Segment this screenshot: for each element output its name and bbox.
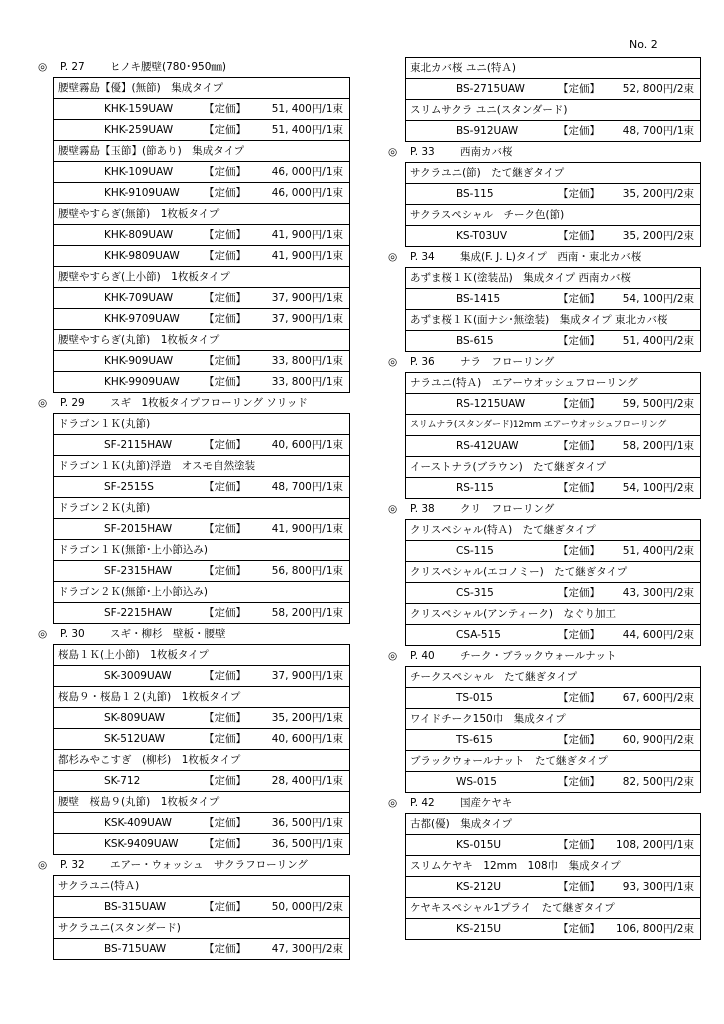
product-category: クリスペシャル(アンティーク) なぐり加工	[406, 603, 700, 624]
product-code: KS-212U	[456, 881, 502, 893]
product-code: KHK-9809UAW	[104, 250, 180, 262]
price-tag: 【定価】	[204, 901, 246, 913]
product-code: KHK-259UAW	[104, 124, 174, 136]
product-code: KS-T03UV	[456, 230, 508, 242]
section-mark: ◎	[388, 251, 398, 263]
product-category: 桜島１Ｋ(上小節) 1枚板タイプ	[58, 649, 209, 661]
product-price: 60, 900円/2束	[622, 734, 694, 746]
product-price: 93, 300円/1束	[622, 881, 694, 893]
product-table	[53, 77, 350, 393]
product-row	[54, 707, 349, 728]
section-title: 集成(F. J. L)タイプ 西南・東北カバ桜	[460, 251, 642, 263]
product-price: 33, 800円/1束	[271, 376, 343, 388]
product-table	[53, 875, 350, 960]
product-price: 44, 600円/2束	[622, 629, 694, 641]
product-code: BS-615	[456, 335, 494, 347]
product-category: 都杉みやこすぎ (柳杉) 1枚板タイプ	[54, 749, 349, 770]
product-row	[406, 687, 700, 708]
product-row	[406, 393, 700, 414]
product-price: 28, 400円/1束	[271, 775, 343, 787]
section-page: P. 42	[410, 797, 435, 809]
product-price: 41, 900円/1束	[271, 229, 343, 241]
product-price: 36, 500円/1束	[271, 838, 343, 850]
product-code: BS-715UAW	[104, 943, 167, 955]
section-page: P. 33	[410, 146, 435, 158]
product-category: 桜島９・桜島１２(丸節) 1枚板タイプ	[54, 686, 349, 707]
product-price: 48, 700円/1束	[271, 481, 343, 493]
product-category: ブラックウォールナット たて継ぎタイプ	[406, 750, 700, 771]
product-row	[406, 330, 700, 351]
product-row	[54, 938, 349, 959]
product-price: 82, 500円/2束	[622, 776, 694, 788]
product-code: BS-1415	[456, 293, 501, 305]
price-tag: 【定価】	[204, 229, 246, 241]
right-column	[388, 57, 701, 940]
product-code: SF-2215HAW	[104, 607, 173, 619]
section-page: P. 29	[60, 397, 85, 409]
price-tag: 【定価】	[204, 670, 246, 682]
section-heading	[38, 393, 350, 413]
product-price: 51, 400円/1束	[271, 124, 343, 136]
section-title: クリ フローリング	[460, 503, 555, 515]
page-number: No. 2	[629, 38, 658, 51]
product-row	[406, 834, 700, 855]
product-price: 41, 900円/1束	[271, 250, 343, 262]
price-tag: 【定価】	[204, 166, 246, 178]
product-code: KS-215U	[456, 923, 502, 935]
product-code: KSK-409UAW	[104, 817, 172, 829]
section-page: P. 38	[410, 503, 435, 515]
left-column	[38, 57, 350, 960]
product-price: 108, 200円/1束	[616, 839, 694, 851]
price-tag: 【定価】	[558, 230, 600, 242]
price-tag: 【定価】	[204, 103, 246, 115]
price-tag: 【定価】	[204, 355, 246, 367]
section-mark: ◎	[38, 859, 48, 871]
product-category: ドラゴン１Ｋ(無節･上小節込み)	[54, 539, 349, 560]
section-mark: ◎	[388, 503, 398, 515]
product-category: サクラスペシャル チーク色(節)	[406, 204, 700, 225]
section-page: P. 27	[60, 61, 85, 73]
product-price: 51, 400円/2束	[622, 335, 694, 347]
product-row	[54, 98, 349, 119]
product-row	[406, 582, 700, 603]
product-code: KHK-709UAW	[104, 292, 174, 304]
product-price: 40, 600円/1束	[271, 733, 343, 745]
section-heading	[388, 352, 701, 372]
product-row	[54, 182, 349, 203]
product-category: 東北カバ桜 ユニ(特Ａ)	[410, 62, 517, 74]
product-table	[405, 519, 701, 646]
product-category: ケヤキスペシャル1プライ たて継ぎタイプ	[406, 897, 700, 918]
product-code: WS-015	[456, 776, 497, 788]
section-mark: ◎	[38, 628, 48, 640]
product-code: SF-2315HAW	[104, 565, 173, 577]
product-table	[53, 644, 350, 855]
product-table	[405, 813, 701, 940]
price-tag: 【定価】	[204, 124, 246, 136]
product-row	[406, 729, 700, 750]
product-category: 腰壁霧島【玉節】(節あり) 集成タイプ	[54, 140, 349, 161]
product-row	[406, 183, 700, 204]
product-row	[54, 224, 349, 245]
price-tag: 【定価】	[558, 335, 600, 347]
product-price: 37, 900円/1束	[271, 670, 343, 682]
product-row	[54, 287, 349, 308]
product-code: KHK-909UAW	[104, 355, 174, 367]
price-tag: 【定価】	[204, 292, 246, 304]
product-row	[54, 728, 349, 749]
product-category: 腰壁 桜島９(丸節) 1枚板タイプ	[54, 791, 349, 812]
product-row	[406, 477, 700, 498]
product-code: BS-115	[456, 188, 494, 200]
product-row	[406, 876, 700, 897]
product-code: KHK-9109UAW	[104, 187, 180, 199]
product-price: 37, 900円/1束	[271, 313, 343, 325]
product-code: CS-315	[456, 587, 494, 599]
product-price: 40, 600円/1束	[271, 439, 343, 451]
section-heading	[38, 57, 350, 77]
product-code: KSK-9409UAW	[104, 838, 179, 850]
section-title: エアー・ウォッシュ サクラフローリング	[110, 859, 308, 871]
product-category: ドラゴン２Ｋ(丸節)	[54, 497, 349, 518]
price-tag: 【定価】	[558, 629, 600, 641]
section-mark: ◎	[388, 356, 398, 368]
section-title: スギ・柳杉 壁板・腰壁	[110, 628, 226, 640]
product-code: KHK-9709UAW	[104, 313, 180, 325]
price-tag: 【定価】	[558, 923, 600, 935]
price-tag: 【定価】	[204, 481, 246, 493]
product-category: クリスペシャル(エコノミー) たて継ぎタイプ	[406, 561, 700, 582]
product-row	[54, 476, 349, 497]
section-page: P. 34	[410, 251, 435, 263]
product-row	[54, 602, 349, 623]
product-row	[54, 812, 349, 833]
product-code: KHK-109UAW	[104, 166, 174, 178]
price-tag: 【定価】	[204, 523, 246, 535]
product-code: RS-1215UAW	[456, 398, 526, 410]
price-tag: 【定価】	[204, 943, 246, 955]
section-page: P. 30	[60, 628, 85, 640]
product-row	[54, 371, 349, 392]
product-category: あずま桜１Ｋ(面ナシ･無塗装) 集成タイプ 東北カバ桜	[406, 309, 700, 330]
product-category: サクラユニ(スタンダード)	[54, 917, 349, 938]
product-row	[54, 308, 349, 329]
product-code: SK-512UAW	[104, 733, 165, 745]
product-row	[406, 771, 700, 792]
product-price: 36, 500円/1束	[271, 817, 343, 829]
product-price: 59, 500円/2束	[622, 398, 694, 410]
section-heading	[388, 646, 701, 666]
product-category: クリスペシャル(特Ａ) たて継ぎタイプ	[410, 524, 596, 536]
product-price: 67, 600円/2束	[622, 692, 694, 704]
product-price: 51, 400円/2束	[622, 545, 694, 557]
product-row	[54, 833, 349, 854]
product-table	[405, 57, 701, 142]
product-category: 古都(優) 集成タイプ	[410, 818, 513, 830]
product-category: スリムナラ(スタンダード)12mm エアーウオッシュフローリング	[406, 414, 700, 435]
product-code: KS-015U	[456, 839, 502, 851]
price-tag: 【定価】	[558, 482, 600, 494]
section-title: スギ 1枚板タイプフローリング ソリッド	[110, 397, 308, 409]
product-category: 腰壁やすらぎ(丸節) 1枚板タイプ	[54, 329, 349, 350]
product-category: スリムサクラ ユニ(スタンダード)	[406, 99, 700, 120]
product-table	[405, 267, 701, 352]
product-category: イーストナラ(ブラウン) たて継ぎタイプ	[406, 456, 700, 477]
price-tag: 【定価】	[558, 188, 600, 200]
product-price: 46, 000円/1束	[271, 187, 343, 199]
product-row	[54, 770, 349, 791]
product-row	[406, 918, 700, 939]
product-row	[54, 665, 349, 686]
product-category: ドラゴン１Ｋ(丸節)浮造 オスモ自然塗装	[54, 455, 349, 476]
price-tag: 【定価】	[558, 881, 600, 893]
product-row	[406, 120, 700, 141]
price-tag: 【定価】	[204, 838, 246, 850]
product-code: SF-2015HAW	[104, 523, 173, 535]
product-price: 35, 200円/1束	[271, 712, 343, 724]
product-code: KHK-809UAW	[104, 229, 174, 241]
product-code: TS-015	[456, 692, 493, 704]
price-tag: 【定価】	[558, 692, 600, 704]
price-tag: 【定価】	[204, 250, 246, 262]
product-category: サクラユニ(節) たて継ぎタイプ	[410, 167, 565, 179]
section-title: 国産ケヤキ	[460, 797, 513, 809]
price-tag: 【定価】	[204, 817, 246, 829]
price-tag: 【定価】	[204, 775, 246, 787]
price-tag: 【定価】	[558, 398, 600, 410]
product-category: ドラゴン１Ｋ(丸節)	[58, 418, 151, 430]
section-title: ナラ フローリング	[460, 356, 555, 368]
section-heading	[38, 624, 350, 644]
price-tag: 【定価】	[204, 607, 246, 619]
product-category: 腰壁やすらぎ(上小節) 1枚板タイプ	[54, 266, 349, 287]
price-tag: 【定価】	[204, 733, 246, 745]
product-price: 52, 800円/2束	[622, 83, 694, 95]
product-price: 50, 000円/2束	[271, 901, 343, 913]
product-category: チークスペシャル たて継ぎタイプ	[410, 671, 578, 683]
section-mark: ◎	[388, 650, 398, 662]
product-price: 54, 100円/2束	[622, 293, 694, 305]
price-tag: 【定価】	[558, 734, 600, 746]
product-row	[406, 225, 700, 246]
product-category: あずま桜１Ｋ(塗装品) 集成タイプ 西南カバ桜	[410, 272, 632, 284]
product-code: BS-2715UAW	[456, 83, 525, 95]
product-price: 106, 800円/2束	[616, 923, 694, 935]
section-title: チーク・ブラックウォールナット	[460, 650, 617, 662]
section-heading	[388, 247, 701, 267]
product-price: 56, 800円/1束	[271, 565, 343, 577]
product-table	[53, 413, 350, 624]
section-page: P. 40	[410, 650, 435, 662]
product-row	[54, 119, 349, 140]
product-code: CSA-515	[456, 629, 501, 641]
price-tag: 【定価】	[558, 293, 600, 305]
product-price: 33, 800円/1束	[271, 355, 343, 367]
product-row	[406, 435, 700, 456]
product-code: SF-2115HAW	[104, 439, 173, 451]
price-tag: 【定価】	[204, 313, 246, 325]
price-tag: 【定価】	[204, 439, 246, 451]
product-price: 48, 700円/1束	[622, 125, 694, 137]
price-tag: 【定価】	[558, 587, 600, 599]
product-price: 47, 300円/2束	[271, 943, 343, 955]
section-mark: ◎	[388, 146, 398, 158]
product-code: TS-615	[456, 734, 493, 746]
section-mark: ◎	[388, 797, 398, 809]
price-tag: 【定価】	[204, 712, 246, 724]
product-table	[405, 372, 701, 499]
section-heading	[38, 855, 350, 875]
price-tag: 【定価】	[558, 83, 600, 95]
price-tag: 【定価】	[558, 125, 600, 137]
section-mark: ◎	[38, 61, 48, 73]
product-code: RS-115	[456, 482, 494, 494]
price-tag: 【定価】	[204, 187, 246, 199]
product-category: ドラゴン２Ｋ(無節･上小節込み)	[54, 581, 349, 602]
product-category: 腰壁やすらぎ(無節) 1枚板タイプ	[54, 203, 349, 224]
product-price: 58, 200円/1束	[622, 440, 694, 452]
product-code: RS-412UAW	[456, 440, 519, 452]
section-title: ヒノキ腰壁(780･950㎜)	[110, 61, 227, 73]
price-tag: 【定価】	[558, 839, 600, 851]
product-code: SK-3009UAW	[104, 670, 172, 682]
product-price: 43, 300円/2束	[622, 587, 694, 599]
product-table	[405, 666, 701, 793]
section-heading	[388, 499, 701, 519]
product-category: ワイドチーク150巾 集成タイプ	[406, 708, 700, 729]
product-code: CS-115	[456, 545, 494, 557]
product-row	[406, 540, 700, 561]
product-price: 46, 000円/1束	[271, 166, 343, 178]
product-row	[54, 245, 349, 266]
section-heading	[388, 142, 701, 162]
product-code: SK-712	[104, 775, 141, 787]
product-code: BS-315UAW	[104, 901, 167, 913]
product-price: 58, 200円/1束	[271, 607, 343, 619]
section-title: 西南カバ桜	[460, 146, 513, 158]
product-row	[406, 624, 700, 645]
price-tag: 【定価】	[558, 440, 600, 452]
section-heading	[388, 793, 701, 813]
product-code: KHK-9909UAW	[104, 376, 180, 388]
product-code: KHK-159UAW	[104, 103, 174, 115]
section-page: P. 36	[410, 356, 435, 368]
product-category: ナラユニ(特Ａ) エアーウオッシュフローリング	[410, 377, 638, 389]
product-row	[54, 518, 349, 539]
product-row	[406, 288, 700, 309]
product-row	[54, 434, 349, 455]
price-tag: 【定価】	[204, 376, 246, 388]
product-price: 51, 400円/1束	[271, 103, 343, 115]
product-price: 41, 900円/1束	[271, 523, 343, 535]
product-price: 54, 100円/2束	[622, 482, 694, 494]
product-price: 35, 200円/2束	[622, 230, 694, 242]
price-tag: 【定価】	[558, 545, 600, 557]
product-price: 35, 200円/2束	[622, 188, 694, 200]
product-row	[54, 350, 349, 371]
product-code: SF-2515S	[104, 481, 154, 493]
product-code: SK-809UAW	[104, 712, 165, 724]
product-category: スリムケヤキ 12mm 108巾 集成タイプ	[406, 855, 700, 876]
product-price: 37, 900円/1束	[271, 292, 343, 304]
product-category: サクラユニ(特Ａ)	[58, 880, 140, 892]
section-page: P. 32	[60, 859, 85, 871]
product-code: BS-912UAW	[456, 125, 519, 137]
product-row	[406, 78, 700, 99]
section-mark: ◎	[38, 397, 48, 409]
product-row	[54, 161, 349, 182]
product-table	[405, 162, 701, 247]
product-category: 腰壁霧島【優】(無節) 集成タイプ	[58, 82, 224, 94]
product-row	[54, 896, 349, 917]
product-row	[54, 560, 349, 581]
price-tag: 【定価】	[558, 776, 600, 788]
price-tag: 【定価】	[204, 565, 246, 577]
